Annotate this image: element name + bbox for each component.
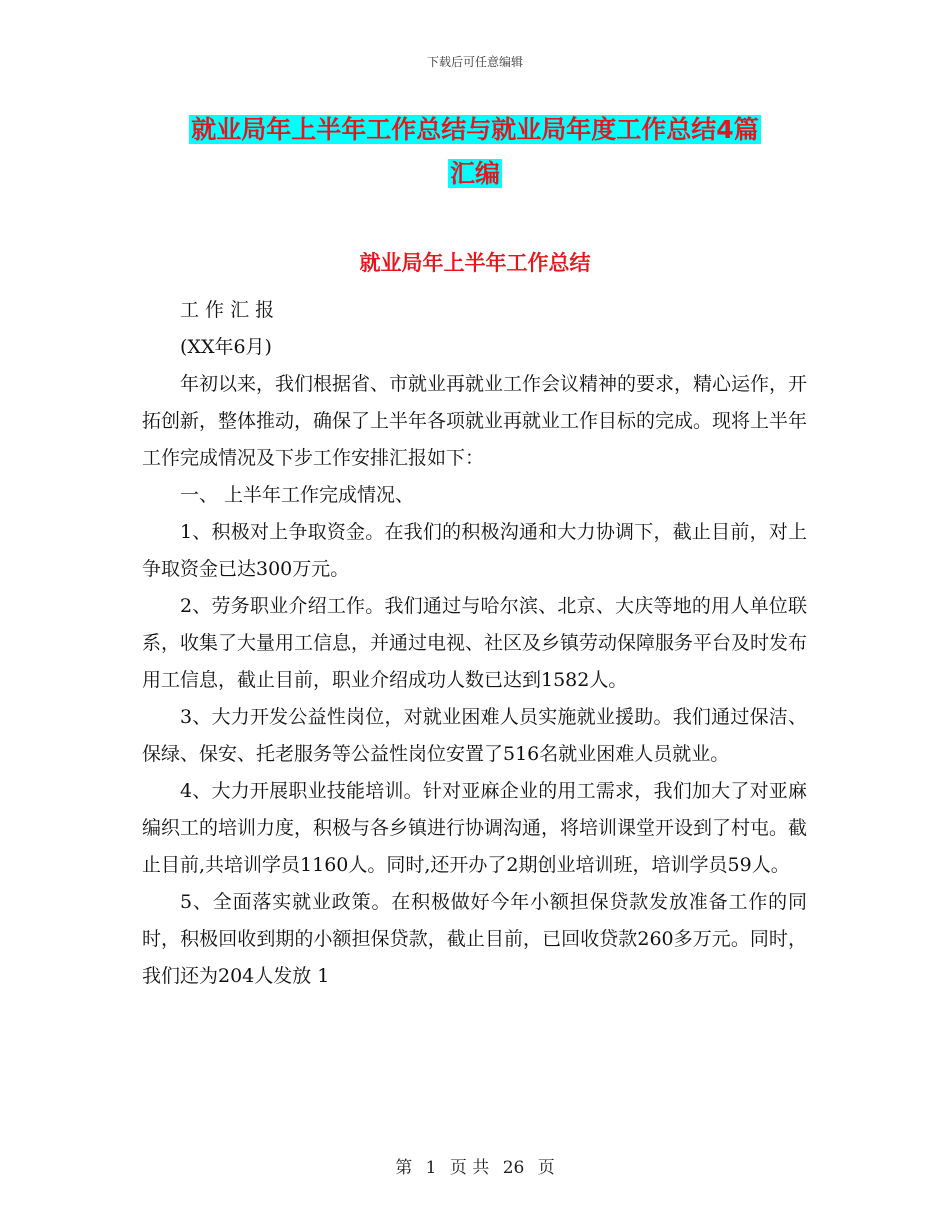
total-pages: 26 xyxy=(502,1158,525,1178)
footer-suffix: 页 xyxy=(537,1158,555,1178)
paragraph-item-1: 1、积极对上争取资金。在我们的积极沟通和大力协调下，截止目前，对上争取资金已达300万元。 xyxy=(142,521,807,580)
paragraph-item-2: 2、劳务职业介绍工作。我们通过与哈尔滨、北京、大庆等地的用人单位联系，收集了大量用工信息，并通过电视、社区及乡镇劳动保障服务平台及时发布用工信息，截止目前，职业介绍成功人数已达到1582人。 xyxy=(142,595,808,691)
intro-paragraph: 年初以来，我们根据省、市就业再就业工作会议精神的要求，精心运作，开拓创新，整体推动，确保了上半年各项就业再就业工作目标的完成。现将上半年工作完成情况及下步工作安排汇报如下： xyxy=(142,373,808,469)
page-footer xyxy=(0,1153,950,1178)
page-number: 1 xyxy=(425,1158,437,1178)
title-line-2: 汇编 xyxy=(449,159,500,188)
section-title: 就业局年上半年工作总结 xyxy=(359,251,591,275)
report-heading: 工 作 汇 报 xyxy=(180,299,275,321)
footer-prefix: 第 xyxy=(395,1158,413,1178)
report-date: (XX年6月) xyxy=(180,336,272,358)
title-line-1: 就业局年上半年工作总结与就业局年度工作总结4篇 xyxy=(191,115,759,144)
paragraph-item-5: 5、全面落实就业政策。在积极做好今年小额担保贷款发放准备工作的同时，积极回收到期的小额担保贷款，截止目前，已回收贷款260多万元。同时，我们还为204人发放 1 xyxy=(142,891,807,987)
footer-mid: 页 共 xyxy=(449,1158,490,1178)
document-title xyxy=(150,108,800,196)
document-body xyxy=(142,292,807,995)
paragraph-item-3: 3、大力开发公益性岗位，对就业困难人员实施就业援助。我们通过保洁、保绿、保安、托老服务等公益性岗位安置了516名就业困难人员就业。 xyxy=(142,706,807,765)
section-heading-1: 一、 上半年工作完成情况、 xyxy=(180,484,415,506)
header-note: 下载后可任意编辑 xyxy=(426,55,523,69)
paragraph-item-4: 4、大力开展职业技能培训。针对亚麻企业的用工需求，我们加大了对亚麻编织工的培训力度，积极与各乡镇进行协调沟通，将培训课堂开设到了村屯。截止目前,共培训学员1160人。同时,还开办了2期创业培训班，培训学员59人。 xyxy=(142,780,808,876)
